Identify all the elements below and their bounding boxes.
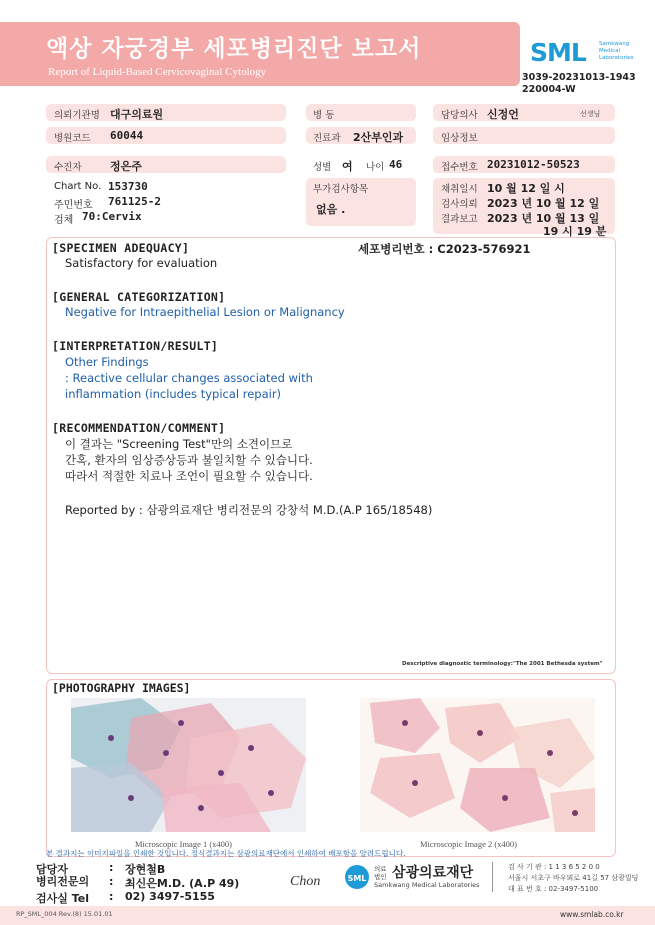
person-value: 장현철B xyxy=(125,863,166,876)
extra-tests-value: 없음 . xyxy=(316,203,346,216)
sml-logo-text: SML xyxy=(530,38,586,67)
recommendation-line-2: 간혹, 환자의 임상증상등과 불일치할 수 있습니다. xyxy=(65,453,313,467)
age-label: 나이 xyxy=(366,162,385,173)
department-label: 진료과 xyxy=(313,133,341,144)
adequacy-heading: [SPECIMEN ADEQUACY] xyxy=(52,241,190,255)
sml-logo xyxy=(530,38,650,72)
collect-value: 10 월 12 일 시 xyxy=(487,182,565,195)
microscopic-image-2 xyxy=(360,698,595,832)
patient-label: 수진자 xyxy=(54,162,82,173)
result-time: 19 시 19 분 xyxy=(543,225,607,238)
signature: Chon xyxy=(290,874,321,889)
photo-heading: [PHOTOGRAPHY IMAGES] xyxy=(52,681,191,695)
microscopic-image-1 xyxy=(71,698,306,832)
logo-divider xyxy=(492,862,493,892)
extra-tests-label: 부가검사항목 xyxy=(313,184,369,195)
department-value: 2산부인과 xyxy=(353,131,404,144)
person-colon: : xyxy=(109,861,114,874)
recommendation-heading: [RECOMMENDATION/COMMENT] xyxy=(52,421,226,435)
form-code: RP_SML_004 Rev.(8) 15.01.01 xyxy=(16,910,113,918)
chart-label: Chart No. xyxy=(54,181,102,192)
request-value: 2023 년 10 월 12 일 xyxy=(487,197,600,210)
foundation-prefix: 의료 법인 xyxy=(374,865,387,881)
tel-label: 검사실 Tel xyxy=(36,892,89,905)
hospital-code-value: 60044 xyxy=(110,129,144,142)
request-label: 검사의뢰 xyxy=(441,199,478,210)
resident-value: 761125-2 xyxy=(108,195,161,208)
general-text: Negative for Intraepithelial Lesion or Malignancy xyxy=(65,305,345,319)
resident-label: 주민번호 xyxy=(54,200,93,211)
doctor-suffix: 선생님 xyxy=(580,110,601,118)
result-label: 결과보고 xyxy=(441,214,478,225)
sml-emblem-icon xyxy=(344,864,370,890)
cytology-number: 세포병리번호 : C2023-576921 xyxy=(358,242,531,256)
pathologist-value: 최신은M.D. (A.P 49) xyxy=(125,877,240,890)
sex-label: 성별 xyxy=(313,162,332,173)
foundation-name: 삼광의료재단 xyxy=(392,865,474,881)
report-title: 액상 자궁경부 세포병리진단 보고서 xyxy=(46,36,422,62)
institution-value: 대구의료원 xyxy=(110,108,164,121)
specimen-label: 검체 xyxy=(54,215,74,226)
reported-by: Reported by : 삼광의료재단 병리전문의 강창석 M.D.(A.P 165/18548) xyxy=(65,503,433,517)
interpretation-line-2: : Reactive cellular changes associated with xyxy=(65,371,313,385)
patient-field xyxy=(46,156,286,173)
interpretation-line-1: Other Findings xyxy=(65,355,149,369)
image-1-caption: Microscopic Image 1 (x400) xyxy=(135,839,233,849)
chart-value: 153730 xyxy=(108,180,148,193)
result-value: 2023 년 10 월 13 일 xyxy=(487,212,600,225)
image-2-caption: Microscopic Image 2 (x400) xyxy=(420,839,518,849)
svg-text:SML: SML xyxy=(347,874,367,883)
recommendation-line-3: 따라서 적절한 치료나 조언이 필요할 수 있습니다. xyxy=(65,469,313,483)
foundation-logo xyxy=(344,862,494,894)
institution-label: 의뢰기관명 xyxy=(54,110,100,121)
interpretation-line-3: inflammation (includes typical repair) xyxy=(65,387,282,401)
specimen-value: 70:Cervix xyxy=(82,210,142,223)
interpretation-heading: [INTERPRETATION/RESULT] xyxy=(52,339,219,353)
foundation-info: 검 사 기 관 : 1 1 3 6 5 2 0 0 서울시 서초구 바우뫼로 41길 57 삼광빌딩 대 표 번 호 : 02-3497-5100 xyxy=(508,863,639,893)
person-label: 담당자 xyxy=(36,863,68,876)
clinical-info-label: 임상정보 xyxy=(441,133,478,144)
collect-label: 채취일시 xyxy=(441,184,478,195)
doctor-value: 신정언 xyxy=(487,108,519,121)
tel-value: 02) 3497-5155 xyxy=(125,890,215,903)
pathologist-colon: : xyxy=(109,875,114,888)
website-link[interactable]: www.smlab.co.kr xyxy=(560,910,624,919)
reception-label: 접수번호 xyxy=(441,162,478,173)
age-value: 46 xyxy=(389,158,403,171)
tel-colon: : xyxy=(109,890,114,903)
recommendation-line-1: 이 결과는 "Screening Test"만의 소견이므로 xyxy=(65,437,293,451)
sml-logo-sub: Samkwang Medical Laboratories xyxy=(599,41,634,61)
doctor-label: 담당의사 xyxy=(441,110,478,121)
print-notice: 본 결과지는 이미지파일을 인쇄한 것입니다. 정식결과지는 삼광의료재단에서 인쇄하여 배포함을 알려드립니다. xyxy=(46,849,406,858)
ward-label: 병 동 xyxy=(313,110,335,121)
general-heading: [GENERAL CATEGORIZATION] xyxy=(52,290,226,304)
report-subtitle: Report of Liquid-Based Cervicovaginal Cytology xyxy=(48,66,267,78)
pathologist-label: 병리전문의 xyxy=(36,875,90,888)
reception-value: 20231012-50523 xyxy=(487,158,580,171)
foundation-name-en: Samkwang Medical Laboratories xyxy=(374,881,480,889)
bethesda-note: Descriptive diagnostic terminology:"The 2001 Bethesda system" xyxy=(402,661,603,667)
document-number: 3039-20231013-1943 220004-W xyxy=(522,72,636,95)
adequacy-text: Satisfactory for evaluation xyxy=(65,256,218,270)
hospital-code-label: 병원코드 xyxy=(54,133,91,144)
sex-value: 여 xyxy=(342,160,353,173)
patient-value: 정은주 xyxy=(110,160,142,173)
